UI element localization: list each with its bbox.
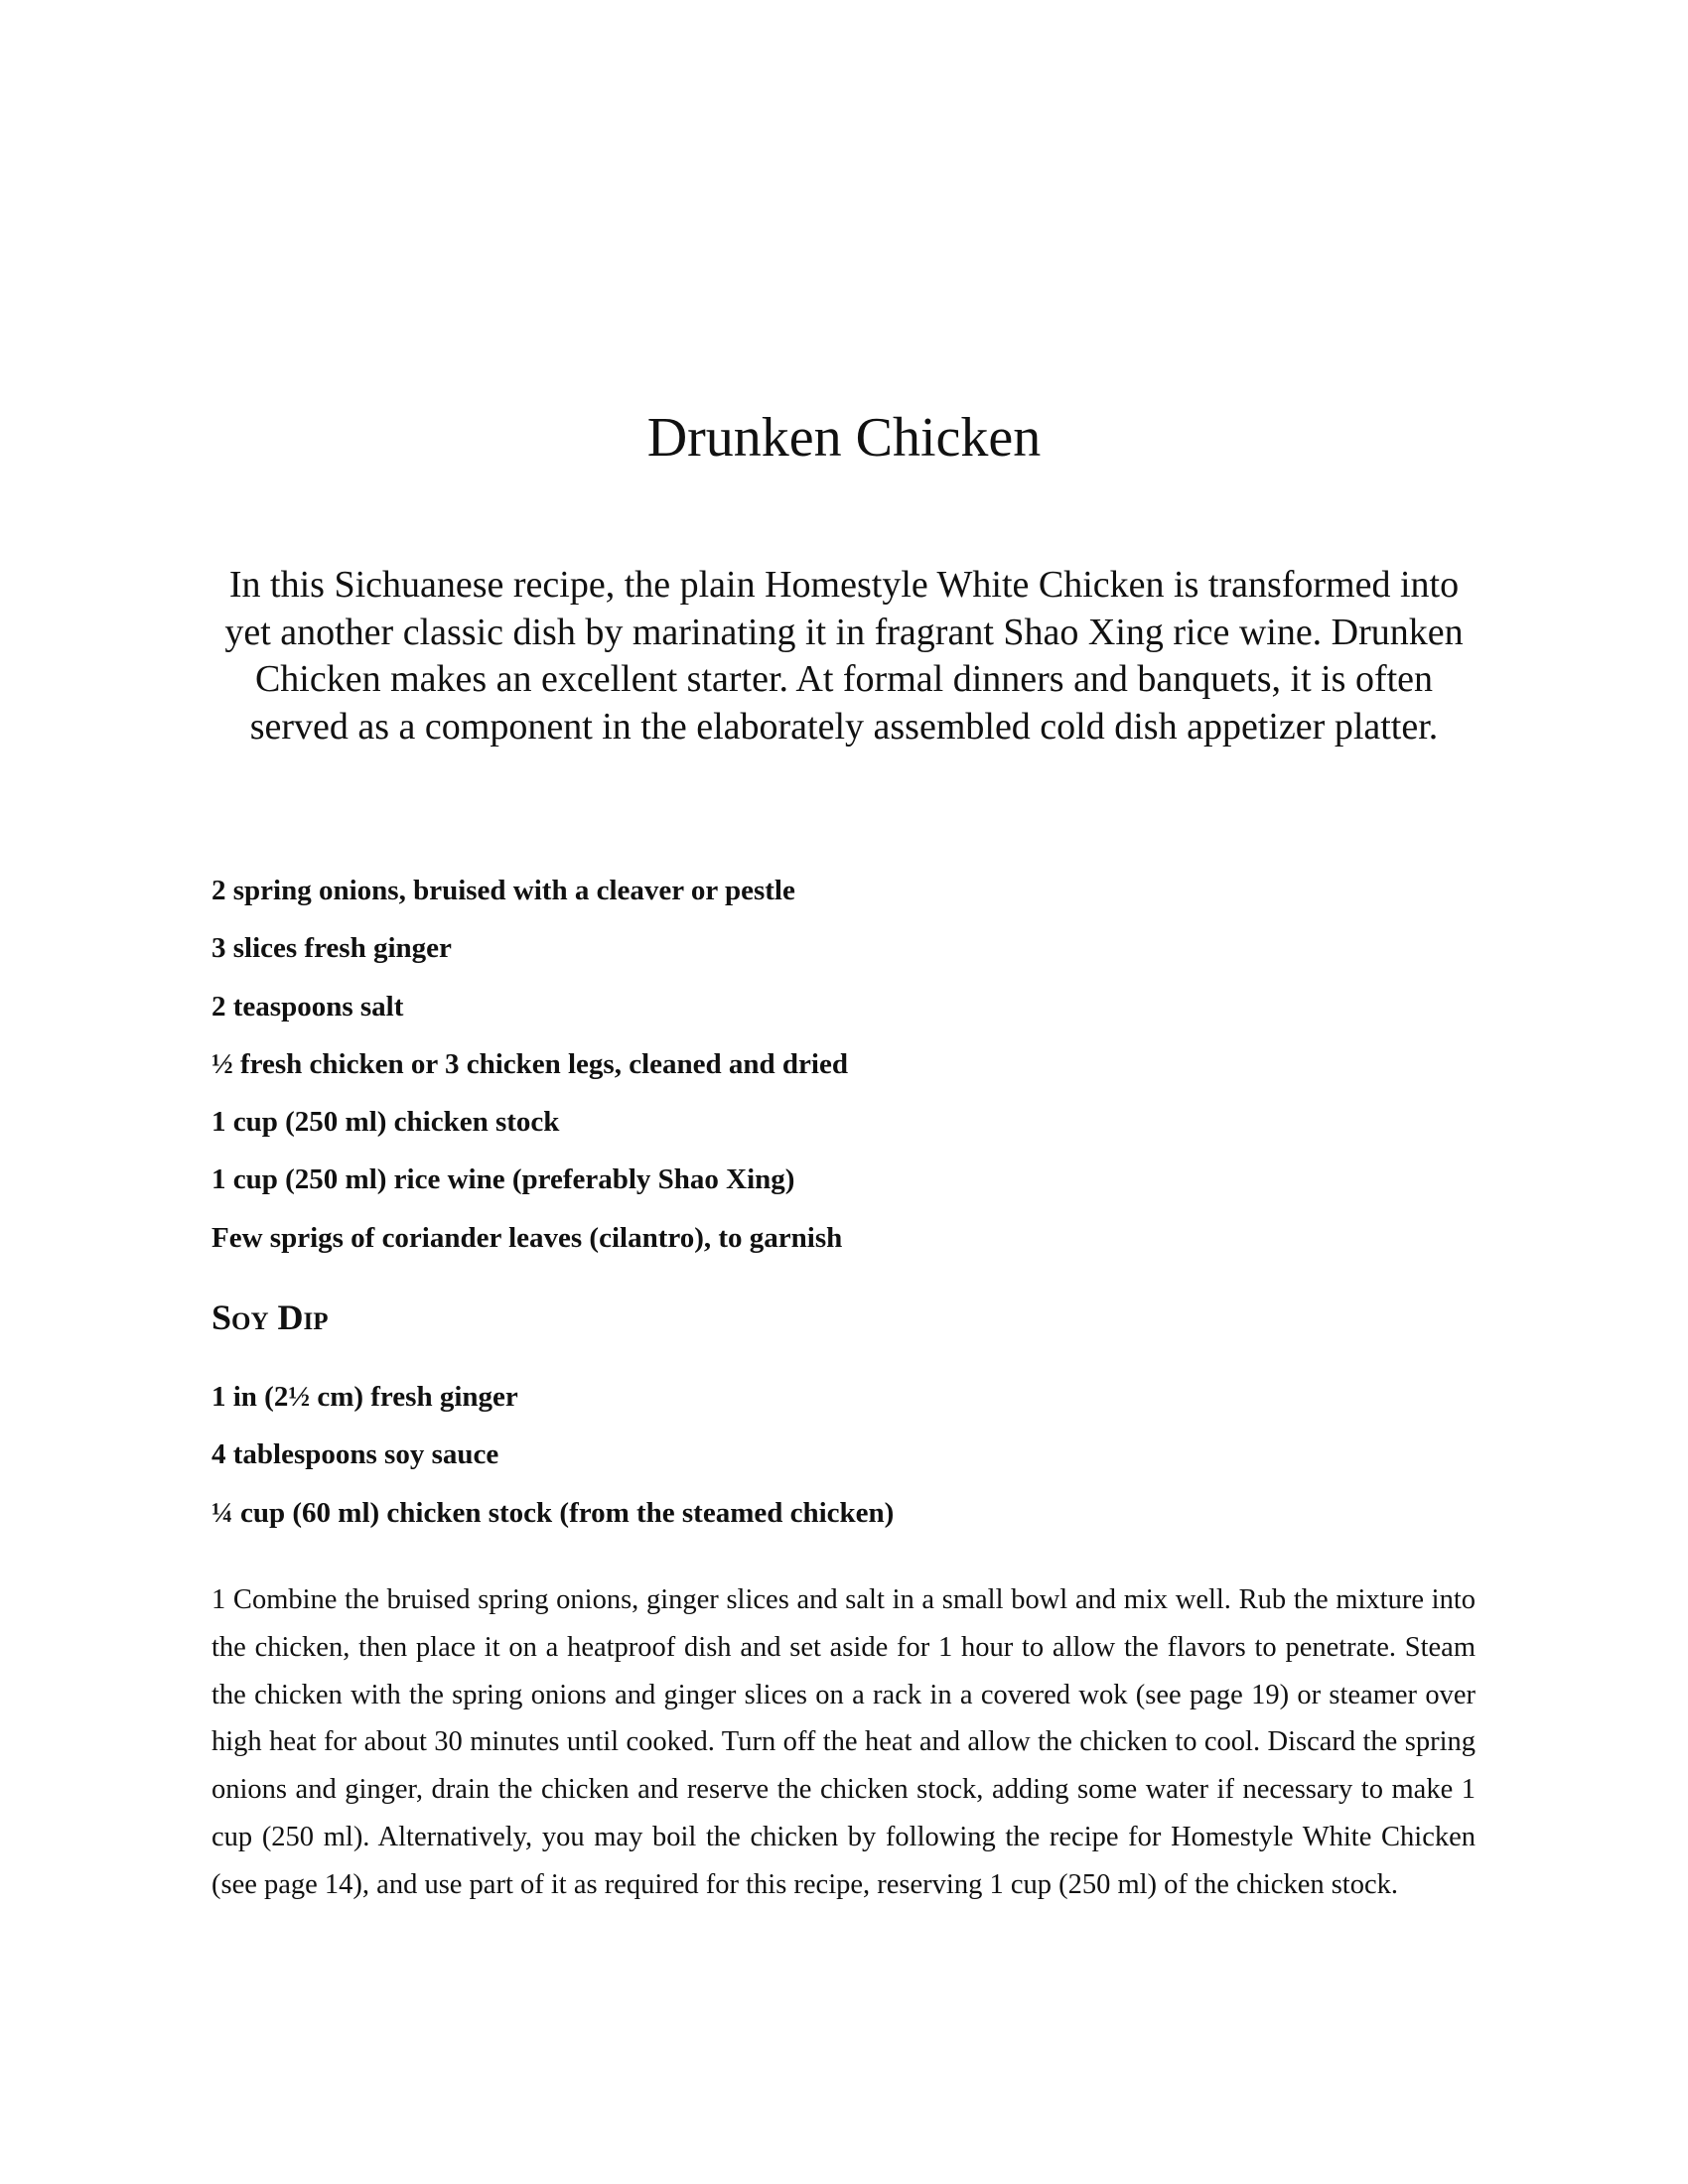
ingredient-item: Few sprigs of coriander leaves (cilantro), to garnish [211,1221,843,1254]
soy-dip-list [211,1368,1502,1542]
ingredient-item: 2 spring onions, bruised with a cleaver or pestle [211,875,795,906]
recipe-title: Drunken Chicken [646,407,1042,469]
ingredient-item: ½ fresh chicken or 3 chicken legs, cleaned and dried [211,1047,848,1080]
recipe-intro: In this Sichuanese recipe, the plain Homestyle White Chicken is transformed into yet another classic dish by marinating it in fragrant Shao Xing rice wine. Drunken Chicken makes an excellent starter. At formal dinners and banquets, it is often served as a component in the elaborately assembled cold dish appetizer platter. [224,564,1464,748]
soy-dip-item: ¼ cup (60 ml) chicken stock (from the steamed chicken) [211,1496,895,1529]
ingredient-item: 1 cup (250 ml) chicken stock [211,1106,560,1139]
ingredient-item: 2 teaspoons salt [211,990,404,1023]
soy-dip-heading: Soy Dip [211,1297,329,1337]
soy-dip-item: 1 in (2½ cm) fresh ginger [211,1381,518,1413]
ingredient-item: 1 cup (250 ml) rice wine (preferably Shao Xing) [211,1163,795,1196]
instruction-step: 1 Combine the bruised spring onions, ginger slices and salt in a small bowl and mix well. Rub the mixture into the chicken, then place it on a heatproof dish and set aside for 1 hour to allow the flavors to penetrate. Steam the chicken with the spring onions and ginger slices on a rack in a covered wok (see page 19) or steamer over high heat for about 30 minutes until cooked. Turn off the heat and allow the chicken to cool. Discard the spring onions and ginger, drain the chicken and reserve the chicken stock, adding some water if necessary to make 1 cup (250 ml). Alternatively, you may boil the chicken by following the recipe for Homestyle White Chicken (see page 14), and use part of it as required for this recipe, reserving 1 cup (250 ml) of the chicken stock. [211,1584,1476,1900]
ingredient-item: 3 slices fresh ginger [211,932,452,965]
soy-dip-item: 4 tablespoons soy sauce [211,1438,499,1471]
ingredient-list [211,862,1502,1267]
